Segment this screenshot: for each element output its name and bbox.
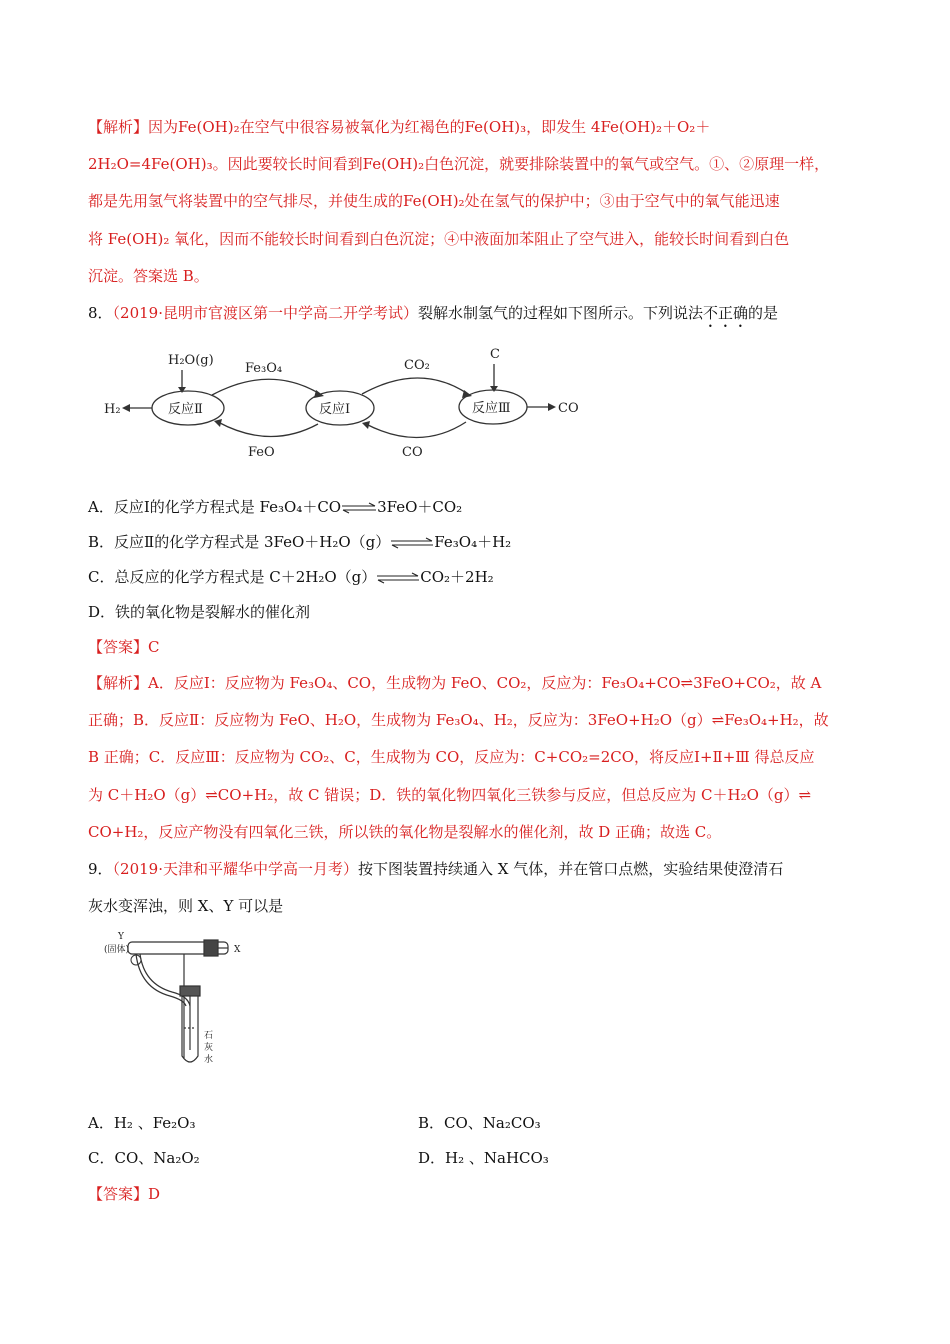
answer-tag: 【答案】 xyxy=(88,1185,149,1203)
answer-value: D xyxy=(148,1185,161,1203)
question-source: （2019·昆明市官渡区第一中学高二开学考试） xyxy=(112,304,418,322)
co2-arc xyxy=(362,378,468,394)
label-reaction-1: 反应Ⅰ xyxy=(319,402,351,417)
q7-analysis-line-4: 将 Fe(OH)₂ 氧化，因而不能较长时间看到白色沉淀；④中液面加苯阻止了空气进入，能较长时间看到白色 xyxy=(88,230,790,248)
q8-option-b: B．反应Ⅱ的化学方程式是 3FeO＋H₂O（g） Fe₃O₄＋H₂ xyxy=(88,533,512,551)
label-co2: CO₂ xyxy=(404,358,430,373)
q8-stem: 8．（2019·昆明市官渡区第一中学高二开学考试）裂解水制氢气的过程如下图所示。下列说法不正确的是 xyxy=(88,304,779,322)
analysis-tag: 【解析】 xyxy=(88,674,149,692)
delivery-tube xyxy=(136,954,186,1006)
label-h2: H₂ xyxy=(104,402,121,417)
question-source: （2019·天津和平耀华中学高一月考） xyxy=(112,860,358,878)
label-fe3o4: Fe₃O₄ xyxy=(245,361,283,376)
question-number: 9． xyxy=(88,860,113,878)
label-feo: FeO xyxy=(248,445,275,460)
q8-option-c: C．总反应的化学方程式是 C＋2H₂O（g） CO₂＋2H₂ xyxy=(88,568,494,586)
question-number: 8． xyxy=(88,304,113,322)
q9-option-c: C．CO、Na₂O₂ xyxy=(88,1149,200,1167)
q8-analysis-line-4: 为 C＋H₂O（g）⇌CO+H₂，故 C 错误；D．铁的氧化物四氧化三铁参与反应，但总反应为 C＋H₂O（g）⇌ xyxy=(88,786,812,804)
q8-analysis-line-1: 【解析】A．反应Ⅰ：反应物为 Fe₃O₄、CO，生成物为 FeO、CO₂，反应为：Fe₃O₄+CO⇌3FeO+CO₂，故 A xyxy=(88,674,822,692)
q9-stem-line-2: 灰水变浑浊，则 X、Y 可以是 xyxy=(88,897,284,915)
q8-option-d: D．铁的氧化物是裂解水的催化剂 xyxy=(88,603,311,621)
label-reaction-3: 反应Ⅲ xyxy=(472,401,511,416)
q7-analysis-line-5: 沉淀。答案选 B。 xyxy=(88,267,209,285)
q8-answer xyxy=(88,636,160,658)
answer-value: C xyxy=(148,638,160,656)
q9-option-a: A．H₂ 、Fe₂O₃ xyxy=(88,1114,196,1132)
q8-analysis-line-3: B 正确；C．反应Ⅲ：反应物为 CO₂、C，生成物为 CO，反应为：C+CO₂=2CO，将反应Ⅰ+Ⅱ+Ⅲ 得总反应 xyxy=(88,748,815,766)
label-x: X xyxy=(234,945,241,955)
apparatus-figure xyxy=(100,928,250,1078)
label-lime-1: 石 xyxy=(204,1031,214,1041)
label-h2o: H₂O(g) xyxy=(168,353,214,368)
test-tube-stopper xyxy=(180,986,200,996)
feo-arc xyxy=(218,422,318,437)
q9-answer xyxy=(88,1183,160,1205)
analysis-tag: 【解析】 xyxy=(88,118,149,136)
q8-analysis-line-2: 正确；B．反应Ⅱ：反应物为 FeO、H₂O，生成物为 Fe₃O₄、H₂，反应为：3FeO+H₂O（g）⇌Fe₃O₄+H₂，故 xyxy=(88,711,829,729)
q9-option-b: B．CO、Na₂CO₃ xyxy=(418,1114,541,1132)
label-reaction-2: 反应Ⅱ xyxy=(168,402,203,417)
q8-option-a: A．反应Ⅰ的化学方程式是 Fe₃O₄＋CO 3FeO＋CO₂ xyxy=(88,498,463,516)
label-lime-3: 水 xyxy=(204,1055,214,1065)
q7-analysis-line-1: 【解析】因为Fe(OH)₂在空气中很容易被氧化为红褐色的Fe(OH)₃，即发生 4Fe(OH)₂＋O₂＋ xyxy=(88,118,711,136)
equilibrium-arrow-icon xyxy=(341,502,377,514)
equilibrium-arrow-icon xyxy=(390,537,434,549)
q8-analysis-line-5: CO+H₂，反应产物没有四氧化三铁，所以铁的氧化物是裂解水的催化剂，故 D 正确；故选 C。 xyxy=(88,823,722,841)
answer-tag: 【答案】 xyxy=(88,638,149,656)
q9-stem-line-1: 9．（2019·天津和平耀华中学高一月考）按下图装置持续通入 X 气体，并在管口点燃，实验结果使澄清石 xyxy=(88,860,784,878)
label-lime-2: 灰 xyxy=(204,1043,214,1053)
q9-option-d: D．H₂ 、NaHCO₃ xyxy=(418,1149,549,1167)
label-y: Y xyxy=(118,932,124,942)
label-solid: (固体) xyxy=(104,945,130,955)
emphasis-not-correct: 不正确 xyxy=(703,304,749,322)
q7-analysis-line-2: 2H₂O=4Fe(OH)₃。因此要较长时间看到Fe(OH)₂白色沉淀，就要排除装置中的氧气或空气。①、②原理一样， xyxy=(88,155,830,173)
water-splitting-diagram xyxy=(100,342,600,467)
equilibrium-arrow-icon xyxy=(376,572,420,584)
label-co-back: CO xyxy=(402,445,423,460)
co-back-arc xyxy=(366,422,466,438)
label-c: C xyxy=(490,347,500,362)
label-co-out: CO xyxy=(558,401,579,416)
stopper xyxy=(204,940,218,956)
fe3o4-arc xyxy=(212,379,320,395)
q7-analysis-line-3: 都是先用氢气将装置中的空气排尽，并使生成的Fe(OH)₂处在氢气的保护中；③由于空气中的氧气能迅速 xyxy=(88,192,780,210)
